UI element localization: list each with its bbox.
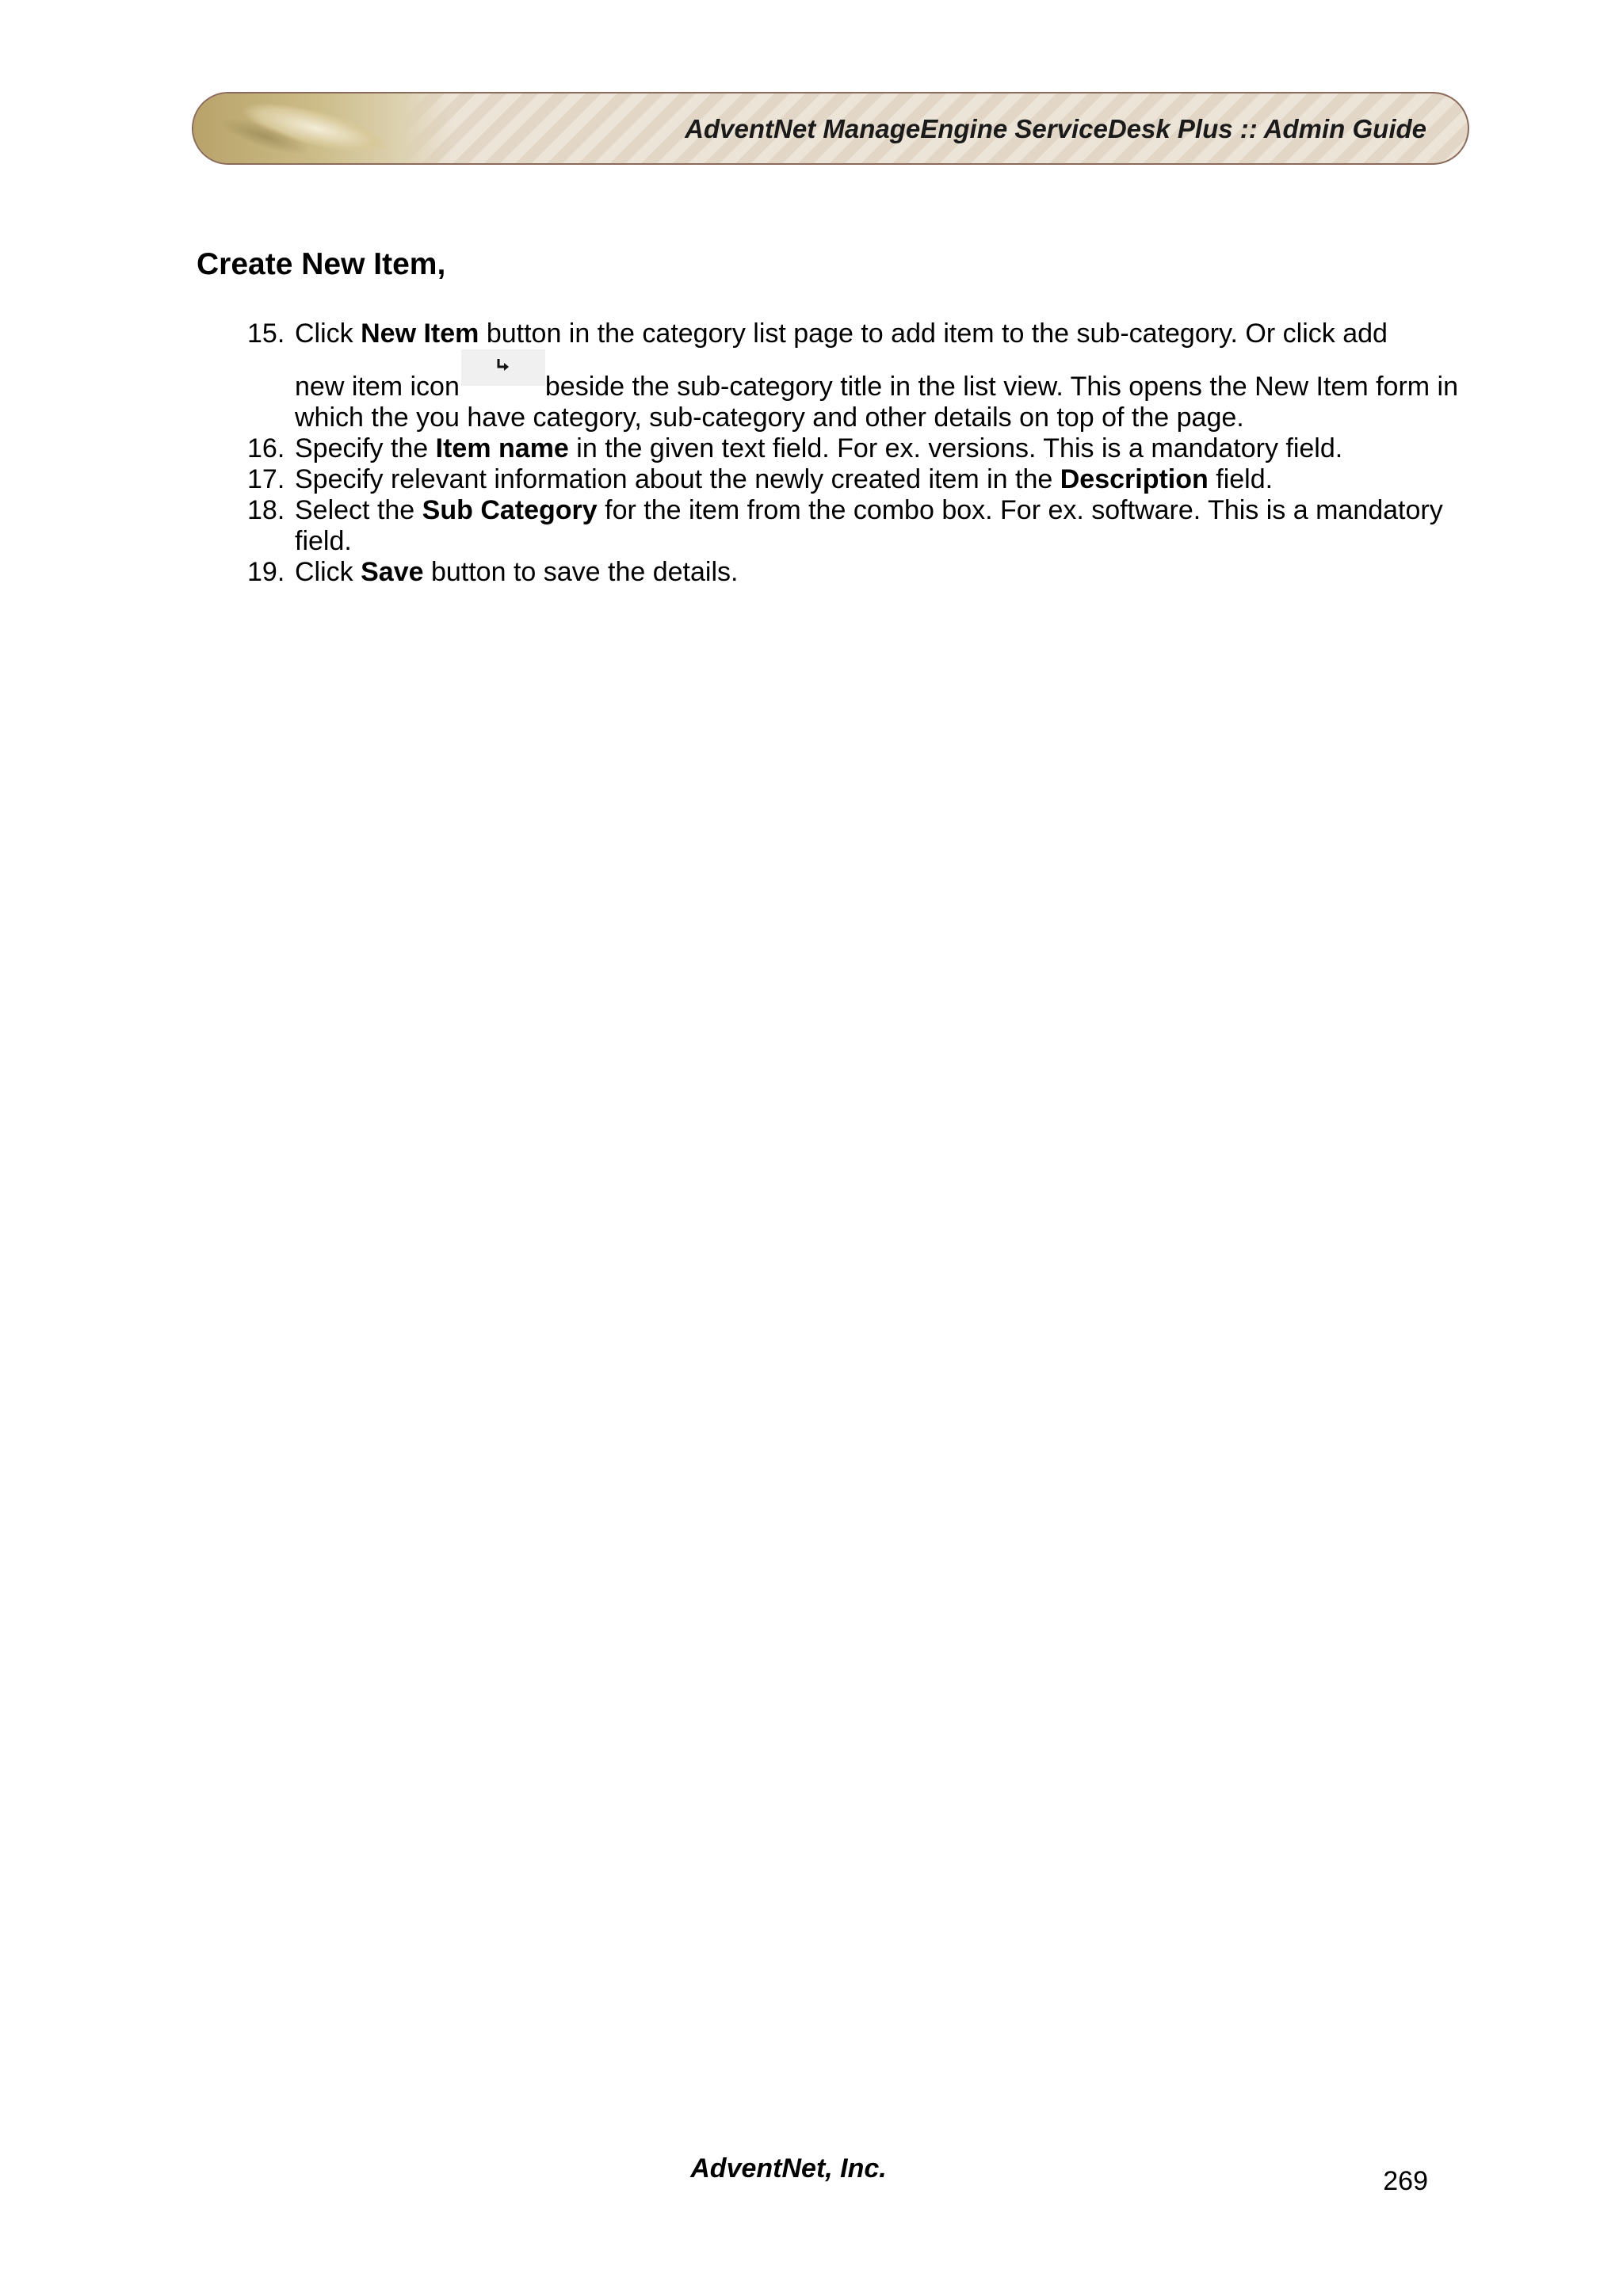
step-text-part: for the item from the combo box. For ex. software. This is a mandatory field. [295, 495, 1443, 556]
step-text-part: Click [295, 318, 361, 349]
step-text-part: field. [1208, 464, 1274, 494]
list-item [238, 318, 1474, 433]
ui-term: Save [361, 557, 424, 587]
banner-art [193, 93, 455, 163]
step-number: 16. [247, 433, 285, 463]
list-item [238, 464, 1474, 495]
list-item [238, 557, 1474, 588]
ui-term: Description [1060, 464, 1209, 494]
step-text-part: beside the sub-category title in the list view. This opens the New Item form in which the you have category, sub-category and other details on top of the page. [295, 372, 1459, 433]
step-text [295, 360, 1474, 433]
step-number: 17. [247, 464, 285, 494]
step-number: 18. [247, 495, 285, 525]
step-text [295, 318, 1474, 349]
step-text-part: button to save the details. [423, 557, 739, 587]
steps-list [238, 318, 1474, 588]
step-text-part: new item icon [295, 372, 460, 402]
list-item [238, 495, 1474, 557]
step-text-part: Click [295, 557, 361, 587]
step-text-part: Specify the [295, 433, 436, 463]
step-number: 19. [247, 557, 285, 587]
step-text-part: Specify relevant information about the newly created item in the [295, 464, 1060, 494]
page-number: 269 [1383, 2166, 1428, 2196]
ui-term: Item name [435, 433, 569, 463]
ui-term: Sub Category [422, 495, 598, 525]
footer-company: AdventNet, Inc. [690, 2153, 887, 2183]
step-text-part: button in the category list page to add item to the sub-category. Or click add [479, 318, 1388, 349]
section-heading: Create New Item, [197, 247, 446, 281]
step-text-part: in the given text field. For ex. versions. This is a mandatory field. [568, 433, 1343, 463]
header-banner [192, 92, 1469, 165]
subdirectory-arrow-icon [461, 349, 545, 386]
step-number: 15. [247, 318, 285, 349]
step-text-part: Select the [295, 495, 422, 525]
header-title: AdventNet ManageEngine ServiceDesk Plus :: Admin Guide [685, 114, 1426, 143]
list-item [238, 433, 1474, 464]
ui-term: New Item [361, 318, 479, 349]
